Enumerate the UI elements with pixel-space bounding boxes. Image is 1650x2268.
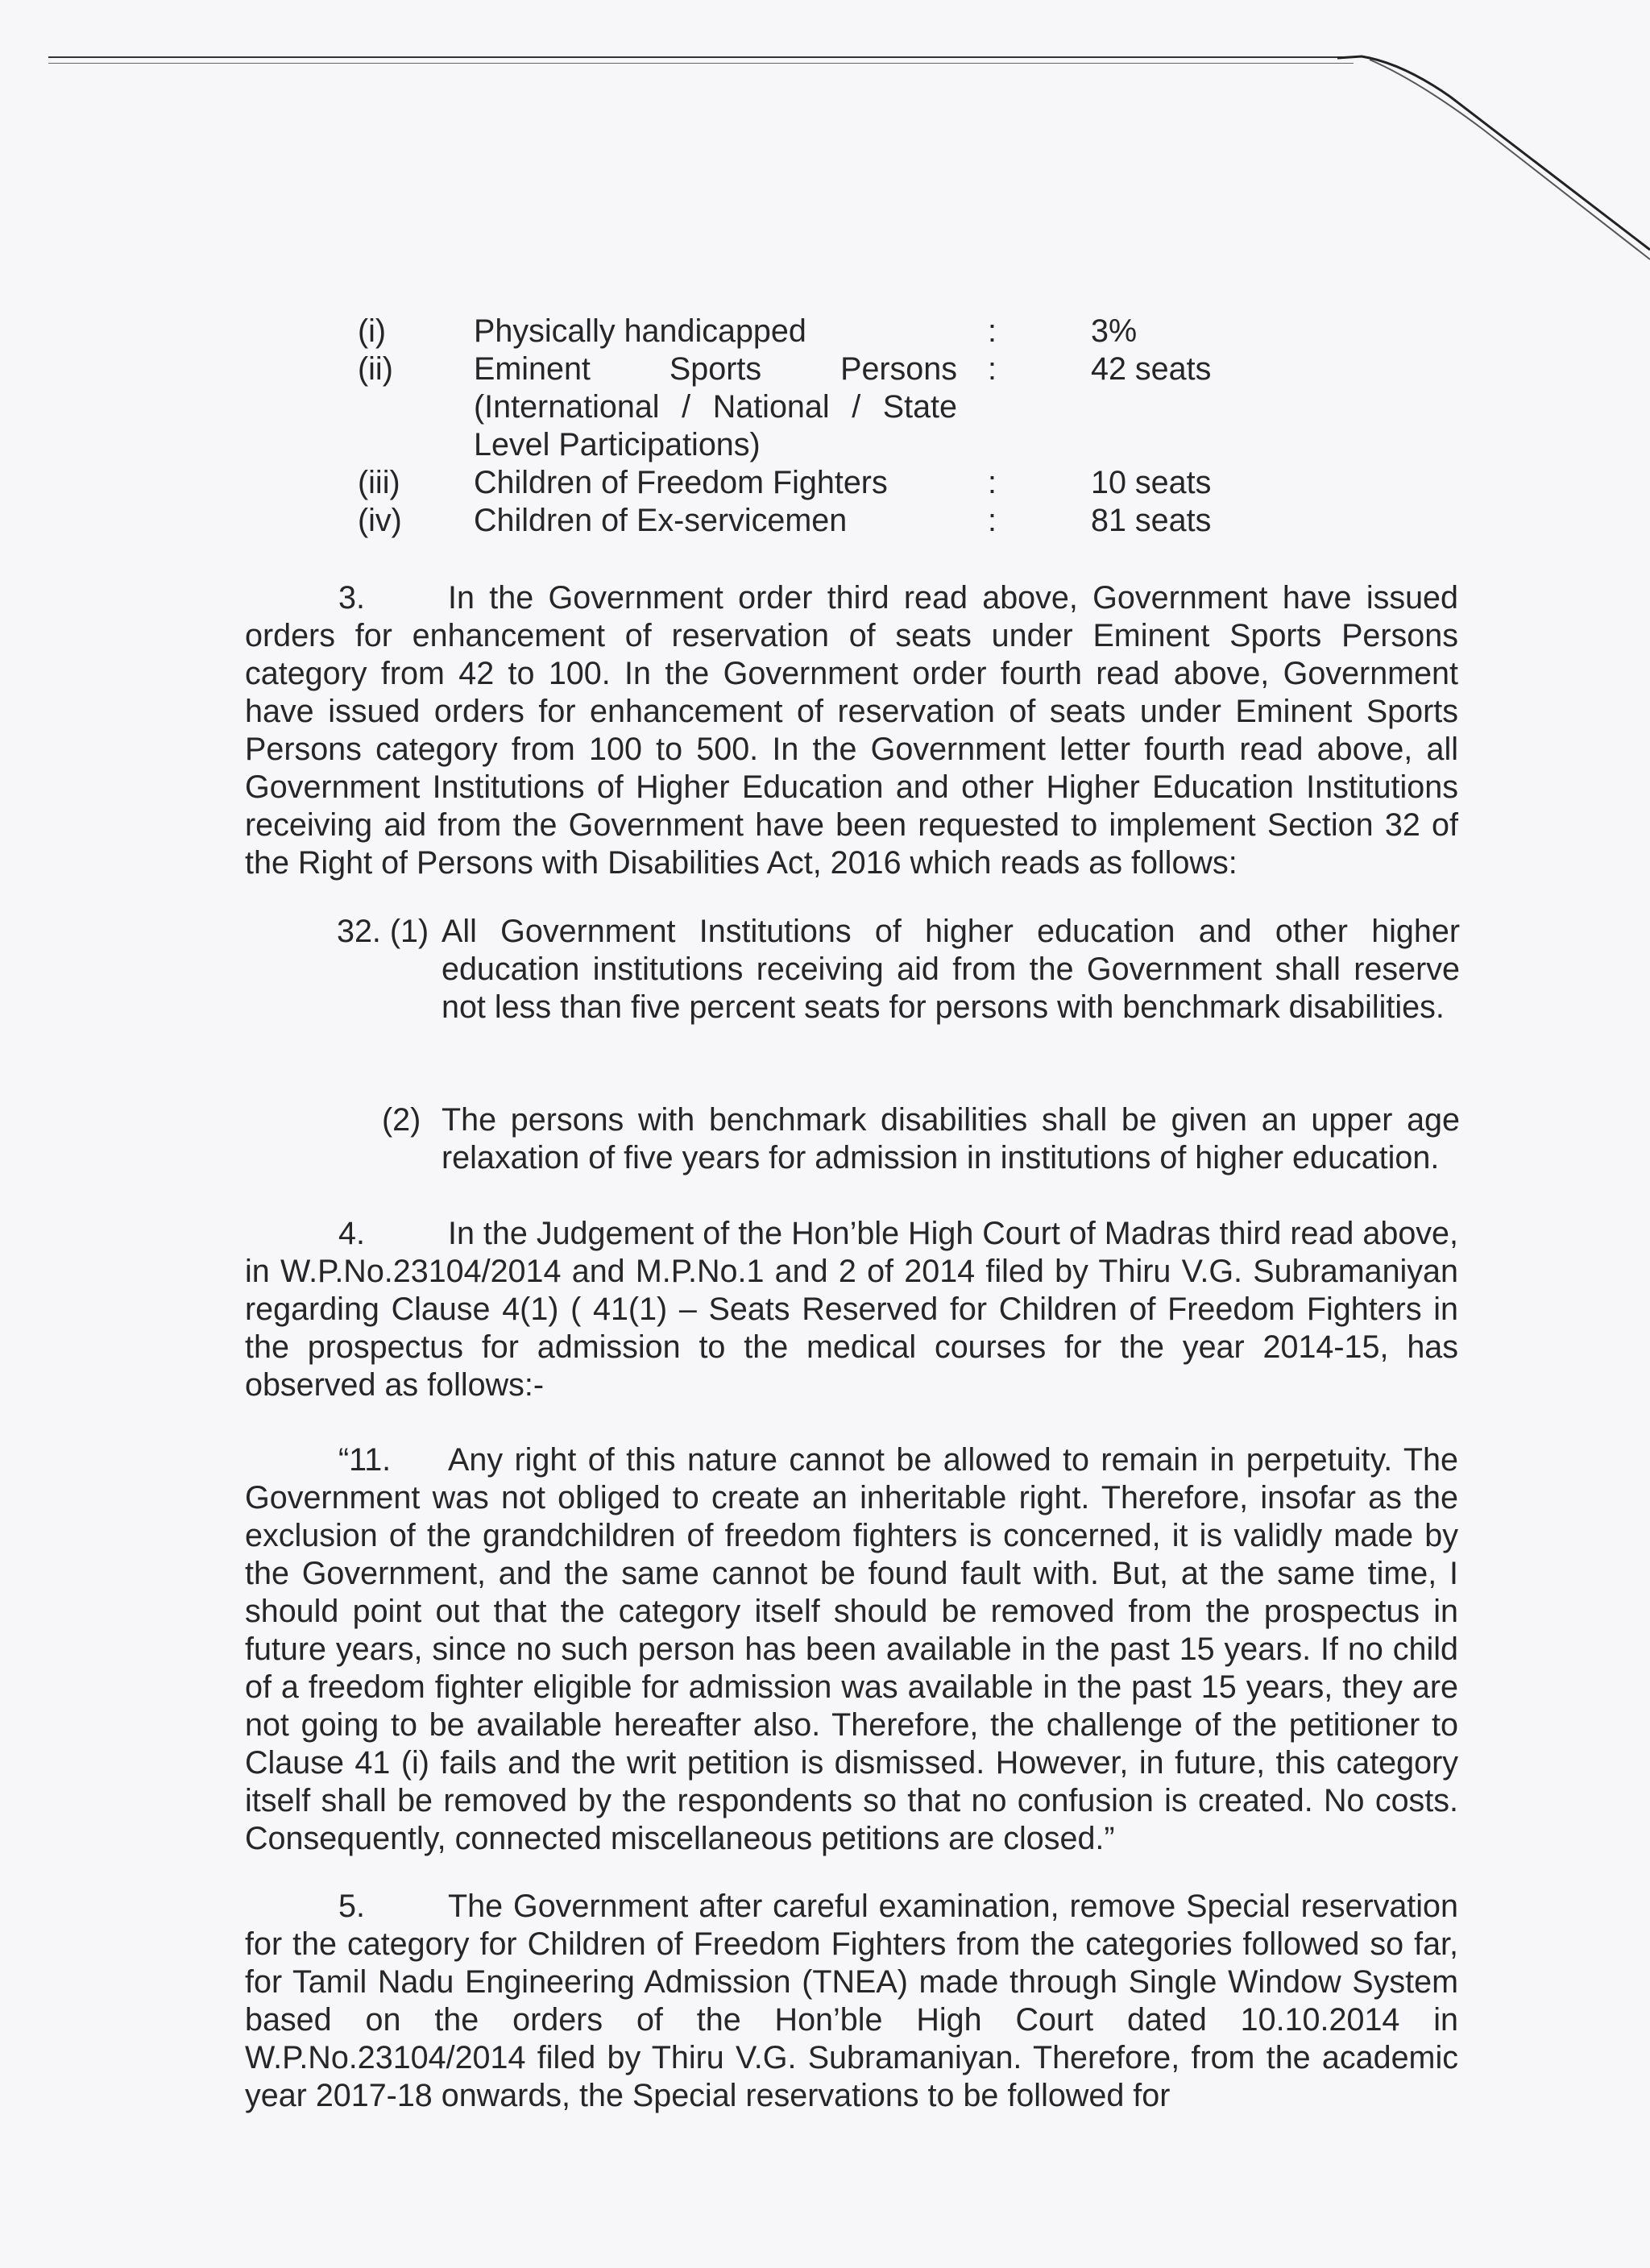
item-label: Physically handicapped (474, 313, 806, 349)
section-32-1-number: 32. (1) (337, 914, 429, 949)
paragraph-text: In the Judgement of the Hon’ble High Court of Madras third read above, in W.P.No.23104/2014 and M.P.No.1 and 2 of 2014 filed by Thiru V.G. Subramaniyan regarding Clause 4(1) ( 41(1) – Seats Reserved for Children of Freedom Fighters in the prospectus for admission to the medical courses for the year 2014-15, has observed as follows:- (245, 1216, 1458, 1403)
paragraph-text: The Government after careful examination, remove Special reservation for the category for Children of Freedom Fighters from the categories followed so far, for Tamil Nadu Engineering Admission (TNEA) made through Single Window System based on the orders of the Hon’ble High Court dated 10.10.2014 in W.P.No.23104/2014 filed by Thiru V.G. Subramaniyan. Therefore, from the academic year 2017-18 onwards, the Special reservations to be followed for (245, 1889, 1458, 2113)
item-label: Eminent Sports Persons (International / National / State Level Participations) (474, 351, 957, 462)
section-32-2-number: (2) (382, 1102, 421, 1138)
top-border-line-secondary (48, 63, 1354, 64)
item-colon: : (988, 313, 997, 349)
paragraph-text: In the Government order third read above, Government have issued orders for enhancement of reservation of seats under Eminent Sports Persons category from 42 to 100. In the Government order fourth read above, Government have issued orders for enhancement of reservation of seats under Eminent Sports Persons category from 100 to 500. In the Government letter fourth read above, all Government Institutions of Higher Education and other Higher Education Institutions receiving aid from the Government have been requested to implement Section 32 of the Right of Persons with Disabilities Act, 2016 which reads as follows: (245, 580, 1458, 881)
item-label: Children of Freedom Fighters (474, 465, 888, 500)
folded-corner-mark (1337, 48, 1650, 266)
item-number: (i) (358, 313, 387, 349)
quote-text: Any right of this nature cannot be allowed to remain in perpetuity. The Government was not obliged to create an inheritable right. Therefore, insofar as the exclusion of the grandchildren of freedom fighters is concerned, it is validly made by the Government, and the same cannot be found fault with. But, at the same time, I should point out that the category itself should be removed from the prospectus in future years, since no such person has been available in the past 15 years. If no child of a freedom fighter eligible for admission was available in the past 15 years, they are not going to be available hereafter also. Therefore, the challenge of the petitioner to Clause 41 (i) fails and the writ petition is dismissed. However, in future, this category itself shall be removed by the respondents so that no confusion is created. No costs. Consequently, connected miscellaneous petitions are closed.” (245, 1442, 1458, 1856)
item-value: 10 seats (1091, 465, 1212, 500)
section-32-1-text: All Government Institutions of higher education and other higher education institutions receiving aid from the Government shall reserve not less than five percent seats for persons with benchmark disabilities. (442, 914, 1460, 1025)
list-item (358, 464, 1486, 502)
paragraph-number: 4. (338, 1216, 365, 1251)
list-item (358, 313, 1486, 350)
quote-number: “11. (338, 1442, 392, 1478)
item-value: 3% (1091, 313, 1138, 349)
paragraph-5 (245, 1888, 1458, 2115)
item-number: (iv) (358, 503, 402, 538)
item-colon: : (988, 465, 997, 500)
item-label: Children of Ex-servicemen (474, 503, 848, 538)
reservation-list (358, 313, 1486, 540)
quoted-judgement (245, 1441, 1458, 1858)
item-number: (ii) (358, 351, 393, 387)
paragraph-number: 3. (338, 580, 365, 616)
list-item (358, 350, 1486, 464)
item-number: (iii) (358, 465, 400, 500)
top-border-line (48, 56, 1354, 58)
list-item (358, 502, 1486, 540)
paragraph-3 (245, 579, 1458, 882)
item-colon: : (988, 351, 997, 387)
section-32-2-text: The persons with benchmark disabilities shall be given an upper age relaxation of five years for admission in institutions of higher education. (442, 1102, 1460, 1175)
paragraph-4 (245, 1215, 1458, 1404)
item-value: 42 seats (1091, 351, 1212, 387)
paragraph-number: 5. (338, 1889, 365, 1924)
item-colon: : (988, 503, 997, 538)
item-value: 81 seats (1091, 503, 1212, 538)
